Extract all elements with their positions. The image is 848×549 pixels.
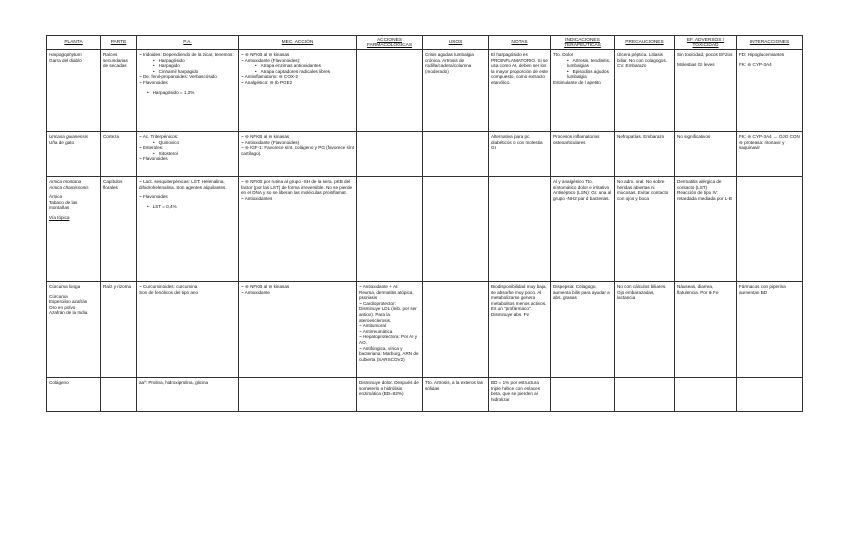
cell-precauciones: No adm. oral. No sobre heridas abiertas ni mucosas. Evitar contacto con ojos y boca [615,177,675,282]
cell-precauciones: Úlcera péptica. Litiasis biliar. No con colagogos. CV. Embarazo [615,50,675,132]
cell-interacciones [737,50,803,132]
ef-line: Sin toxicidad, pocos EF2os [677,52,733,57]
plant-common-name: Árnica [49,194,63,200]
cell-usos [423,282,489,378]
header-usos: USOS [423,36,489,50]
inter-line: FK: ⊖ CYP-3A4 → OJO CON ⊖ proteasa: ritonavir y saquinavir [739,134,800,151]
header-efectos: EF. ADVERSOS / TOXICIDAD [675,36,737,50]
cell-interacciones [737,132,803,177]
ind-line: Dispepsia: Colagogo, aumenta bilis para ayudar a abs. grasas [553,284,610,301]
header-parte: PARTE [101,36,137,50]
inter-line: FD: Hipoglucemiantes [739,52,785,57]
plant-common-name: Oro en polvo [49,304,76,310]
plant-latin-name: Harpagophytum [49,52,82,57]
acc-line: ~ Antirreumática [359,328,393,334]
pa-line: • Harpagósido [139,58,236,64]
cell-indicaciones [551,378,615,412]
cell-precauciones [615,378,675,412]
cell-pa [137,132,239,177]
ind-line: • Episodios agudos lumbalgia [553,69,612,80]
header-interacciones: INTERACCIONES [737,36,803,50]
table-row [47,378,803,412]
mec-line: ~ ⊖ NFKB por rutina al grupo -SH de la sera. pKB del factor (por las LST) de forma irreversible. No se pierde en el DNA y so se liberan las moléculas proinflamat. [241,179,353,196]
cell-efectos [675,132,737,177]
mec-line: ~ Antiinflamatorio: ⊖ COX-2 [241,74,299,80]
pa-line: • Sitosterol [139,151,236,157]
pa-line: ~ De. fenil-propanoides: Verbascósido [139,74,217,80]
mec-line: ~ Analgésico: ⊖ Ib PGE2 [241,79,293,85]
cell-usos [423,132,489,177]
cell-mec [239,378,357,412]
cell-precauciones: Nefropatías. Embarazo [615,132,675,177]
cell-interacciones [737,177,803,282]
cell-pa [137,50,239,132]
cell-planta [47,378,101,412]
ind-line: Tto. Dolor [553,52,574,57]
mec-line: ~ Antioxidante [241,289,270,295]
cell-acciones [357,132,423,177]
ef-line: No significativos [677,134,711,139]
cell-indicaciones [551,50,615,132]
pa-line: ~ Flavonoides [139,156,168,162]
cell-planta [47,50,101,132]
header-acciones: ACCIONES FARMACOLÓGICAS [357,36,423,50]
cell-notas: BD = 1% por estructura triple hélice con enlaces beta, que se pierden al hidrolizar [489,378,551,412]
plant-route: Vía tópica [49,214,70,220]
mec-line: ~ ⊖ NFKB al ⊖ kinasas [241,284,290,289]
header-notas: NOTAS [489,36,551,50]
ef-line: Dermatitis alérgica de contacto (LST) [677,179,722,190]
cell-acciones [357,282,423,378]
plant-common-name: Tabaco de las montañas [49,199,78,211]
pa-line: Son de fenólicos del tipo ano [139,289,198,295]
cell-pa [137,177,239,282]
cell-precauciones: No con cálculos biliares. Ojo embarazadas, lactancia [615,282,675,378]
ind-line: Estimulante de l apetito [553,79,601,85]
cell-parte: Raíz y rizoma [101,282,137,378]
acc-line: Disminuye LDL (inib. por ser antiox). Para la ateroesclerosis. [359,306,417,323]
cell-efectos [675,177,737,282]
acc-line: ~ Antifúngica, vírica y bacteriana: Marburg, ARN de cubierta (SARSCOV2) [359,345,419,362]
cell-notas: Biodisponibilidad muy baja, se absorbe muy poco. Al metabolizarse genera metabolitos menos activos. Es un "profármaco". Disminuye abs. Fe [489,282,551,378]
plant-latin-name: Arnica chamissonis [49,184,89,190]
cell-pa [137,378,239,412]
cell-usos: Crisis agudas lumbalgia crónica. Artrosis de rodilla/cadera/columna (moderado) [423,50,489,132]
cell-notas: Alternativa para pc. diabéticos o con molestia GI [489,132,551,177]
table-row [47,282,803,378]
pa-line: ~ Flavonoides [139,194,168,200]
plant-common-name: Cúrcuma [49,293,68,299]
cell-planta [47,282,101,378]
cell-notas [489,177,551,282]
mec-line: ~ ⊖ NFKB al ⊖ kinasas [241,134,290,139]
inter-line: FK: ⊖ CYP-3A4 [739,61,772,67]
pa-line: • Harpagósido = 1,2% [139,90,236,96]
table-row [47,132,803,177]
cell-planta [47,132,101,177]
cell-mec [239,177,357,282]
cell-interacciones [737,378,803,412]
cell-usos: Tto. Artrosis, a la exteros las sólidas [423,378,489,412]
cell-notas: El harpagósido es PROINFLAMATORIO. Si se usa como AI, deben ser los la mayor proporción de este compuesto, como extracto etanólico. [489,50,551,132]
plant-common-name: Azafrán de la India [49,310,88,316]
cell-planta [47,177,101,282]
mec-line: ~ Antioxidante (Flavonoides) [241,139,300,145]
pa-line: • LST = 0,4% [139,204,236,210]
cell-pa [137,282,239,378]
ind-line: • Artrosis, tendinitis, lumbalgias [553,58,612,69]
cell-interacciones [737,282,803,378]
cell-acciones [357,177,423,282]
cell-parte [101,378,137,412]
inter-line: Fármacos con piperina aumentan BD [739,284,786,295]
pa-line: ~ Flavonoides [139,79,168,85]
plant-common-name: Esperoiloo azafrán [49,299,88,305]
ef-line: Molestias GI leves [677,61,715,67]
cell-efectos [675,282,737,378]
acc-line: Disminuye dolor. Después de someterlo a hidrólisis enzimática (BD=82%) [359,380,419,397]
plant-latin-name: Colágeno [49,380,69,385]
header-row [47,36,803,50]
ef-line: Reacción de tipo IV: retardada mediada por L-B [677,190,732,201]
cell-mec [239,50,357,132]
pa-line: ~ Iridoides: Dependiendo de la zicar, tenemos: [139,52,234,57]
plant-common-name: Garra del diablo [49,57,82,63]
header-planta: PLANTA [47,36,101,50]
pa-line: • Quinovico [139,140,236,146]
mec-line: ~ Antioxidantes [241,195,273,201]
cell-mec [239,282,357,378]
cell-indicaciones [551,132,615,177]
header-mec-accion: MEC. ACCIÓN [239,36,357,50]
pa-line: aaº: Prolina, hidroxiprolina, glicina [139,380,209,385]
acc-line: ~ Hepatoprotectora: Por AI y AO. [359,334,418,345]
cell-acciones [357,378,423,412]
pa-line: ~ Lact. sesquiterpénicas: LST: Helenalina, dihidrohelenalina. Son agentes alquilantes. [139,179,227,190]
plant-latin-name: Uncaria guianensis [49,134,89,139]
pa-line: • Harpagido [139,63,236,69]
acc-line: ~ Antitumoral [359,323,386,329]
cell-usos [423,177,489,282]
header-precauciones: PRECAUCIONES [615,36,675,50]
cell-acciones [357,50,423,132]
cell-efectos [675,378,737,412]
ind-line: Procesos inflamatorios osteoarticulares [553,134,600,145]
acc-line: Reuma, dermatitis atópica, psoriasis [359,289,414,301]
header-pa: P.A. [137,36,239,50]
cell-indicaciones [551,177,615,282]
ind-line: Al y analgésico Tto. síntomático dolor e irritativo Antiséptico (LSN): Gr. una al grupo -NH2 par d bacterias. [553,179,612,201]
pa-line: • Cinnamil harpagido [139,69,236,75]
acc-line: ~ Cardioprotector: [359,300,396,306]
plant-table [46,35,803,412]
mec-line: • Atrapa enzimas antioxidantes [241,63,354,69]
pa-line: ~ Ac. Triterpénicos: [139,134,179,139]
mec-line: ~ ⊖ NFKB al ⊖ kinasas [241,52,290,57]
mec-line: ~ Antioxidante (Flavonoides): [241,57,301,63]
cell-parte: Corteza [101,132,137,177]
pa-line: ~ Curcuminoides: curcumina [139,284,198,289]
mec-line: • Atrapa captadores radicales libres [241,69,354,75]
ef-line: Náuseas, diarrea, flatulencia. Por 🜎 Fe [677,284,719,295]
acc-line: ~ Antioxidante + AI: [359,284,399,289]
plant-latin-name: Arnica montana [49,179,82,184]
table-row [47,50,803,132]
cell-efectos [675,50,737,132]
table-row [47,177,803,282]
cell-mec [239,132,357,177]
header-indicaciones: INDICACIONES TERAPÉUTICAS [551,36,615,50]
cell-indicaciones [551,282,615,378]
plant-common-name: Uña de gato [49,139,75,145]
pa-line: ~ Esteroles: [139,145,164,151]
mec-line: ~ ⊖ IGF-1: Favorece sínt. colágeno y PG (favorece sínt cartílago). [241,145,354,156]
cell-parte: Raíces secundarias de secadas [101,50,137,132]
plant-latin-name: Cúrcuma longa [49,284,81,289]
cell-parte: Capítulos florales [101,177,137,282]
